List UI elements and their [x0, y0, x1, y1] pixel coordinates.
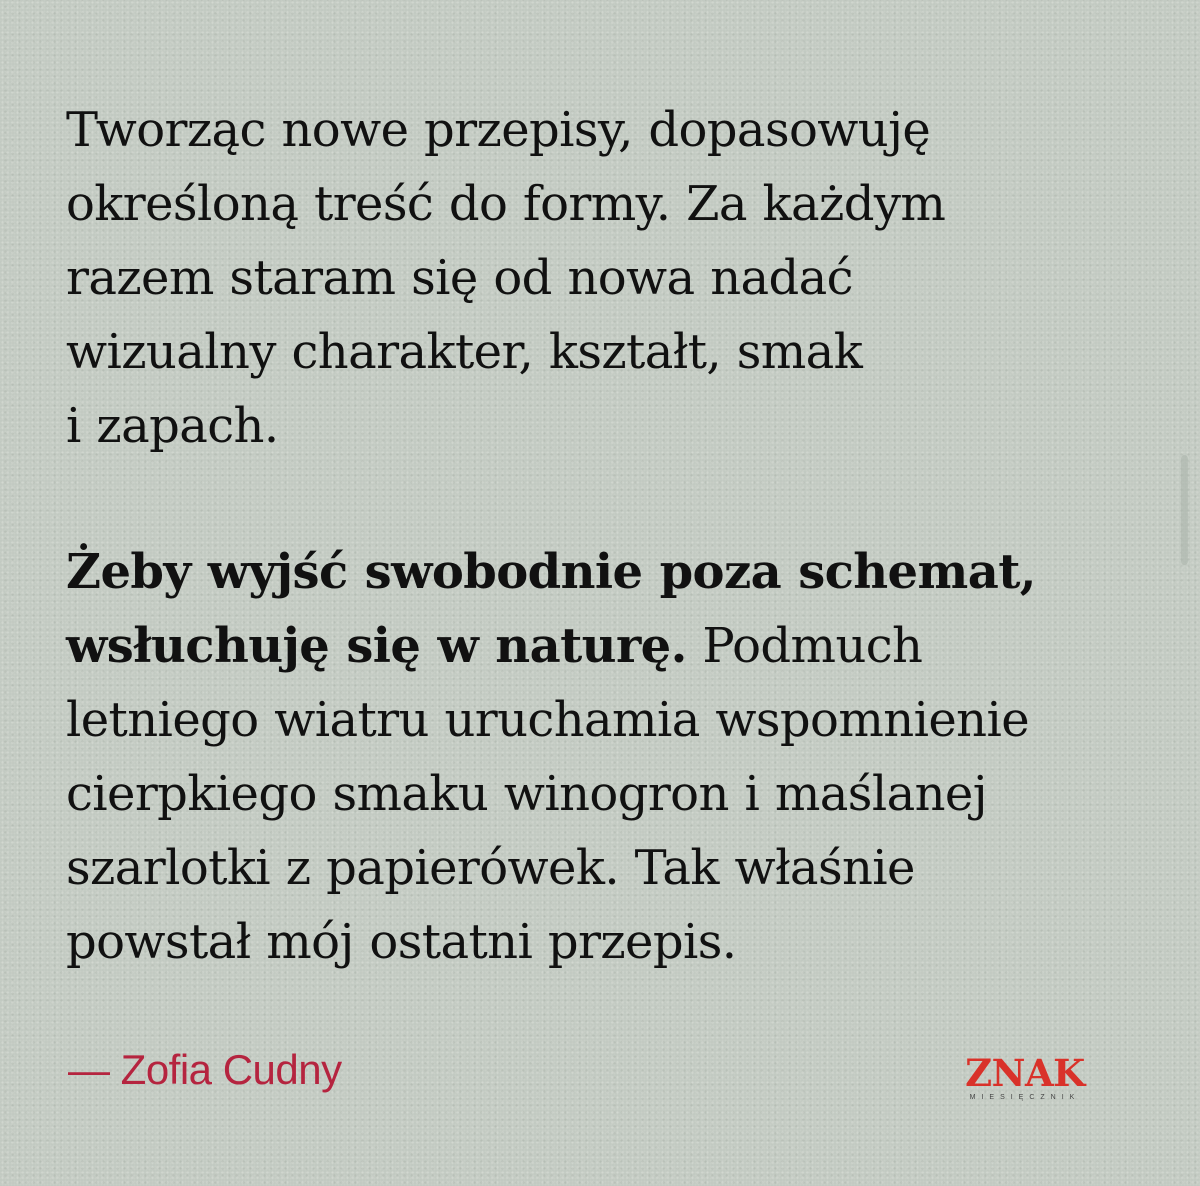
quote-emphasis-line: Żeby wyjść swobodnie poza schemat,	[66, 544, 1036, 600]
quote-line: wizualny charakter, kształt, smak	[66, 324, 863, 380]
quote-line: cierpkiego smaku winogron i maślanej	[66, 766, 988, 822]
znak-logo	[945, 1051, 1105, 1102]
quote-line: letniego wiatru uruchamia wspomnienie	[66, 692, 1029, 748]
quote-line: powstał mój ostatni przepis.	[66, 914, 737, 970]
quote-line: określoną treść do formy. Za każdym	[66, 176, 946, 232]
quote-emphasis-text: wsłuchuję się w naturę.	[66, 618, 687, 674]
quote-line: Tworząc nowe przepisy, dopasowuję	[66, 102, 931, 158]
quote-line: szarlotki z papierówek. Tak właśnie	[66, 840, 915, 896]
scroll-indicator[interactable]	[1181, 455, 1188, 565]
quote-line: i zapach.	[66, 398, 279, 454]
quote-mixed-line	[66, 609, 1136, 683]
quote-text: Podmuch	[686, 618, 923, 674]
author-attribution: — Zofia Cudny	[68, 1046, 342, 1093]
quote-paragraph-2	[66, 535, 1136, 979]
logo-subtitle: MIESIĘCZNIK	[969, 1094, 1081, 1101]
quote-paragraph-1	[66, 93, 1136, 463]
quote-line: razem staram się od nowa nadać	[66, 250, 853, 306]
logo-word: ZNAK	[965, 1051, 1085, 1095]
